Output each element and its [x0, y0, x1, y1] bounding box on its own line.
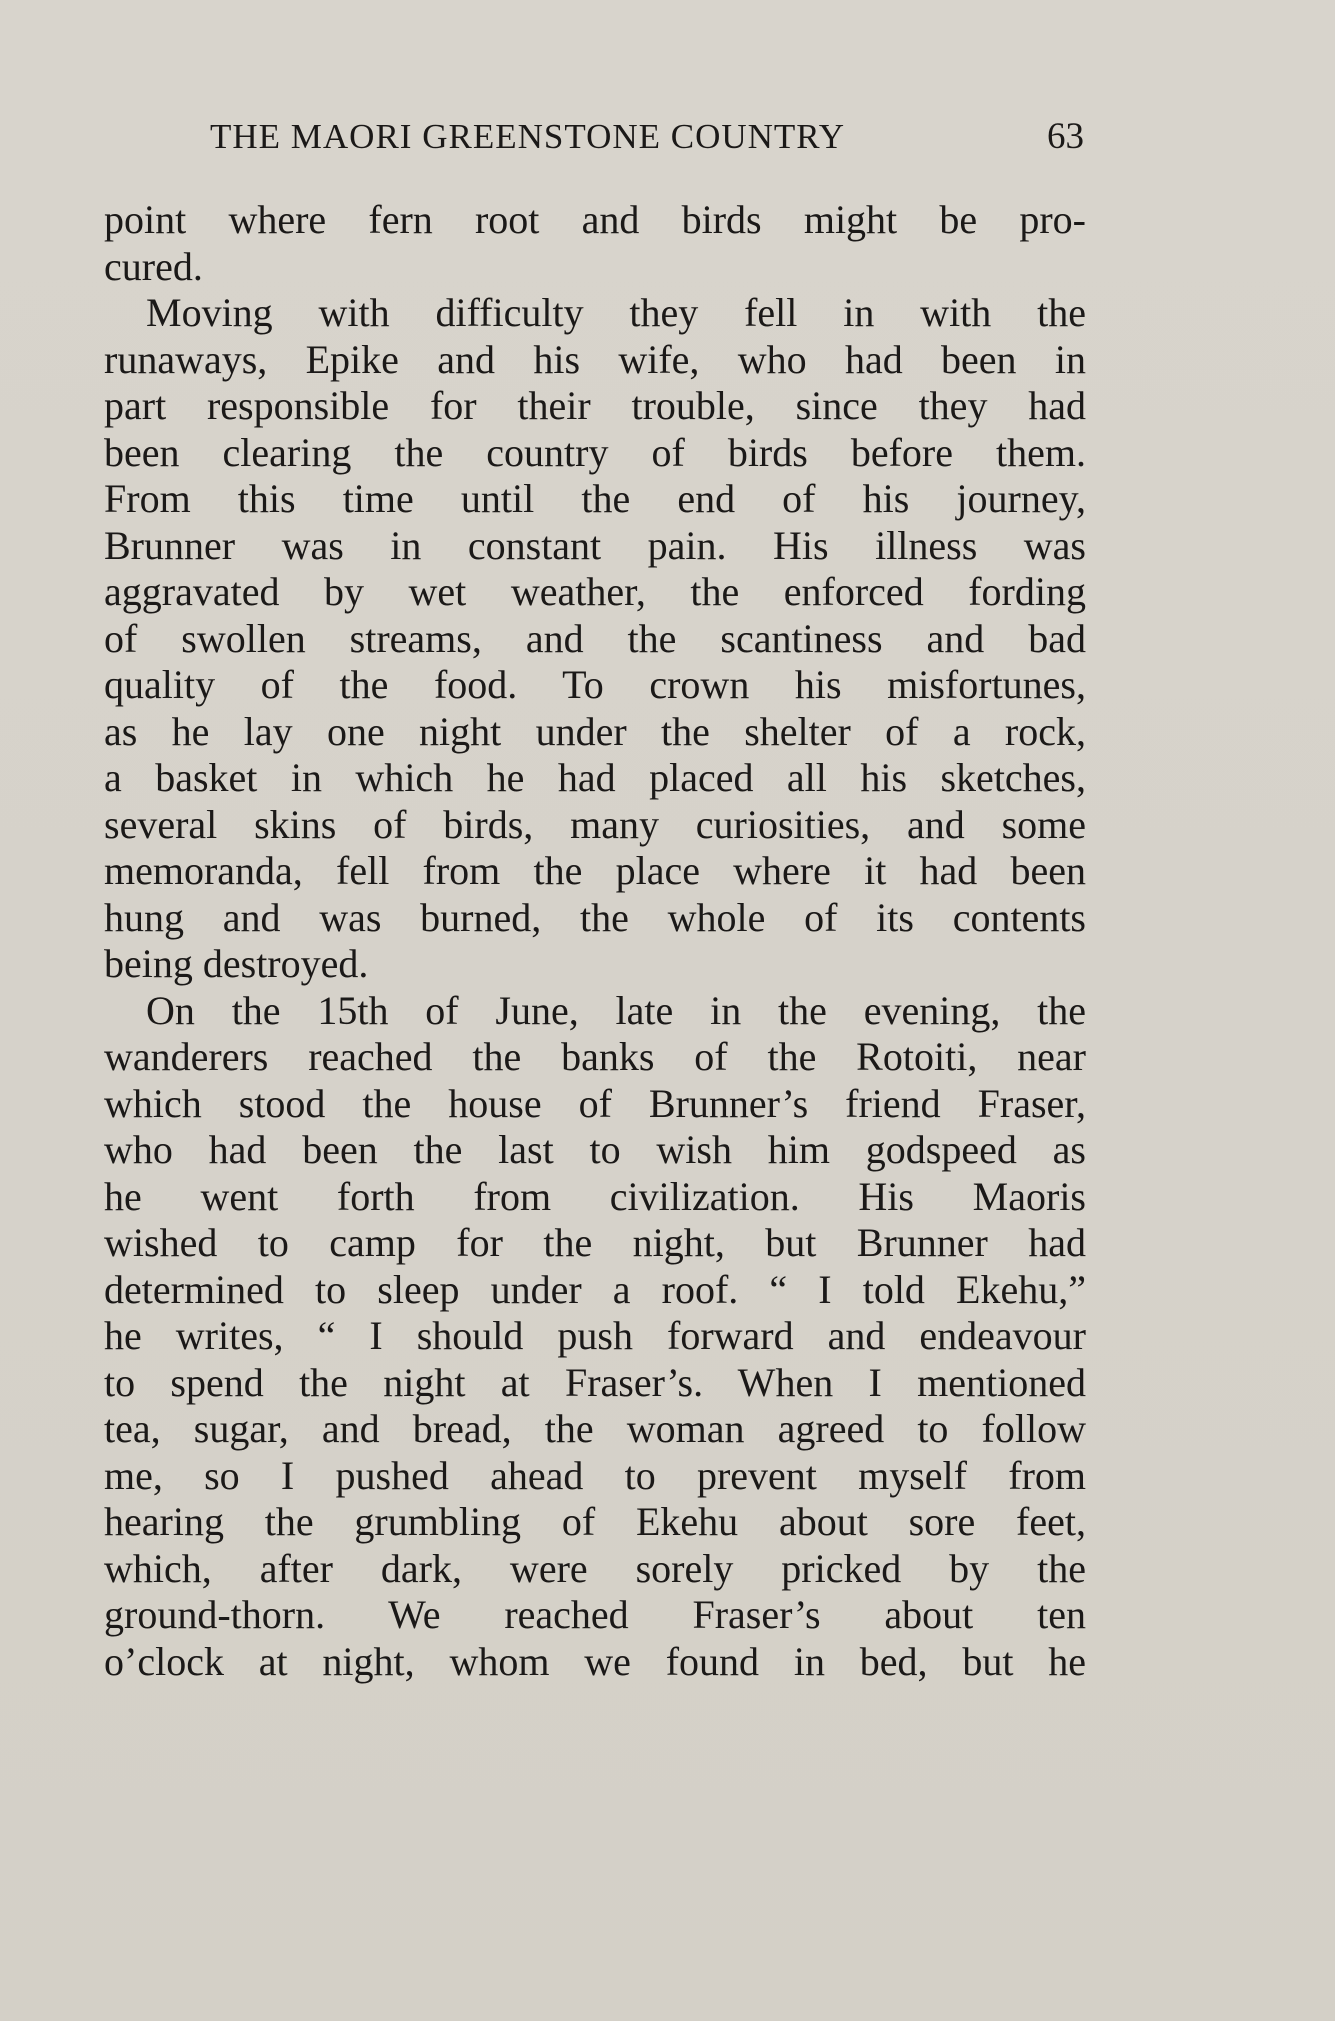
- text-line: tea, sugar, and bread, the woman agreed to follow: [104, 1406, 1086, 1451]
- text-line: a basket in which he had placed all his sketches,: [104, 755, 1086, 800]
- text-line: as he lay one night under the shelter of a rock,: [104, 708, 1086, 754]
- text-line: Brunner was in constant pain. His illness was: [104, 522, 1086, 568]
- text-line: wanderers reached the banks of the Rotoiti, near: [104, 1034, 1086, 1079]
- text-line: From this time until the end of his journey,: [104, 476, 1086, 521]
- text-line: who had been the last to wish him godspeed as: [104, 1127, 1086, 1172]
- text-line: being destroyed.: [104, 941, 369, 986]
- text-line: he went forth from civilization. His Maoris: [104, 1173, 1086, 1219]
- text-line: me, so I pushed ahead to prevent myself from: [104, 1452, 1086, 1498]
- text-line: wished to camp for the night, but Brunner had: [104, 1220, 1086, 1265]
- text-line: to spend the night at Fraser’s. When I mentioned: [104, 1359, 1086, 1405]
- text-line: hearing the grumbling of Ekehu about sore feet,: [104, 1499, 1086, 1544]
- text-line: which, after dark, were sorely pricked by the: [104, 1545, 1086, 1591]
- text-line: Moving with difficulty they fell in with the: [146, 290, 1086, 335]
- text-line: been clearing the country of birds before them.: [104, 429, 1086, 475]
- text-line: he writes, “ I should push forward and endeavour: [104, 1313, 1086, 1358]
- text-line: cured.: [104, 243, 203, 289]
- text-line: aggravated by wet weather, the enforced fording: [104, 569, 1086, 614]
- text-line: determined to sleep under a roof. “ I told Ekehu,”: [104, 1266, 1086, 1312]
- page-number: 63: [1047, 116, 1084, 157]
- running-head: [104, 112, 1084, 162]
- text-line: which stood the house of Brunner’s friend Fraser,: [104, 1080, 1086, 1126]
- text-line: o’clock at night, whom we found in bed, but he: [104, 1638, 1086, 1684]
- text-line: ground-thorn. We reached Fraser’s about ten: [104, 1592, 1086, 1637]
- text-line: On the 15th of June, late in the evening, the: [146, 987, 1086, 1033]
- text-line: point where fern root and birds might be pro-: [104, 197, 1086, 242]
- text-line: memoranda, fell from the place where it had been: [104, 848, 1086, 893]
- text-line: runaways, Epike and his wife, who had been in: [104, 336, 1086, 382]
- text-line: of swollen streams, and the scantiness and bad: [104, 615, 1086, 661]
- text-line: hung and was burned, the whole of its contents: [104, 894, 1086, 940]
- text-line: quality of the food. To crown his misfortunes,: [104, 662, 1086, 707]
- text-line: several skins of birds, many curiosities, and some: [104, 801, 1086, 847]
- body-text: [104, 197, 1086, 1685]
- text-line: part responsible for their trouble, since they had: [104, 383, 1086, 428]
- running-title: THE MAORI GREENSTONE COUNTRY: [210, 117, 845, 156]
